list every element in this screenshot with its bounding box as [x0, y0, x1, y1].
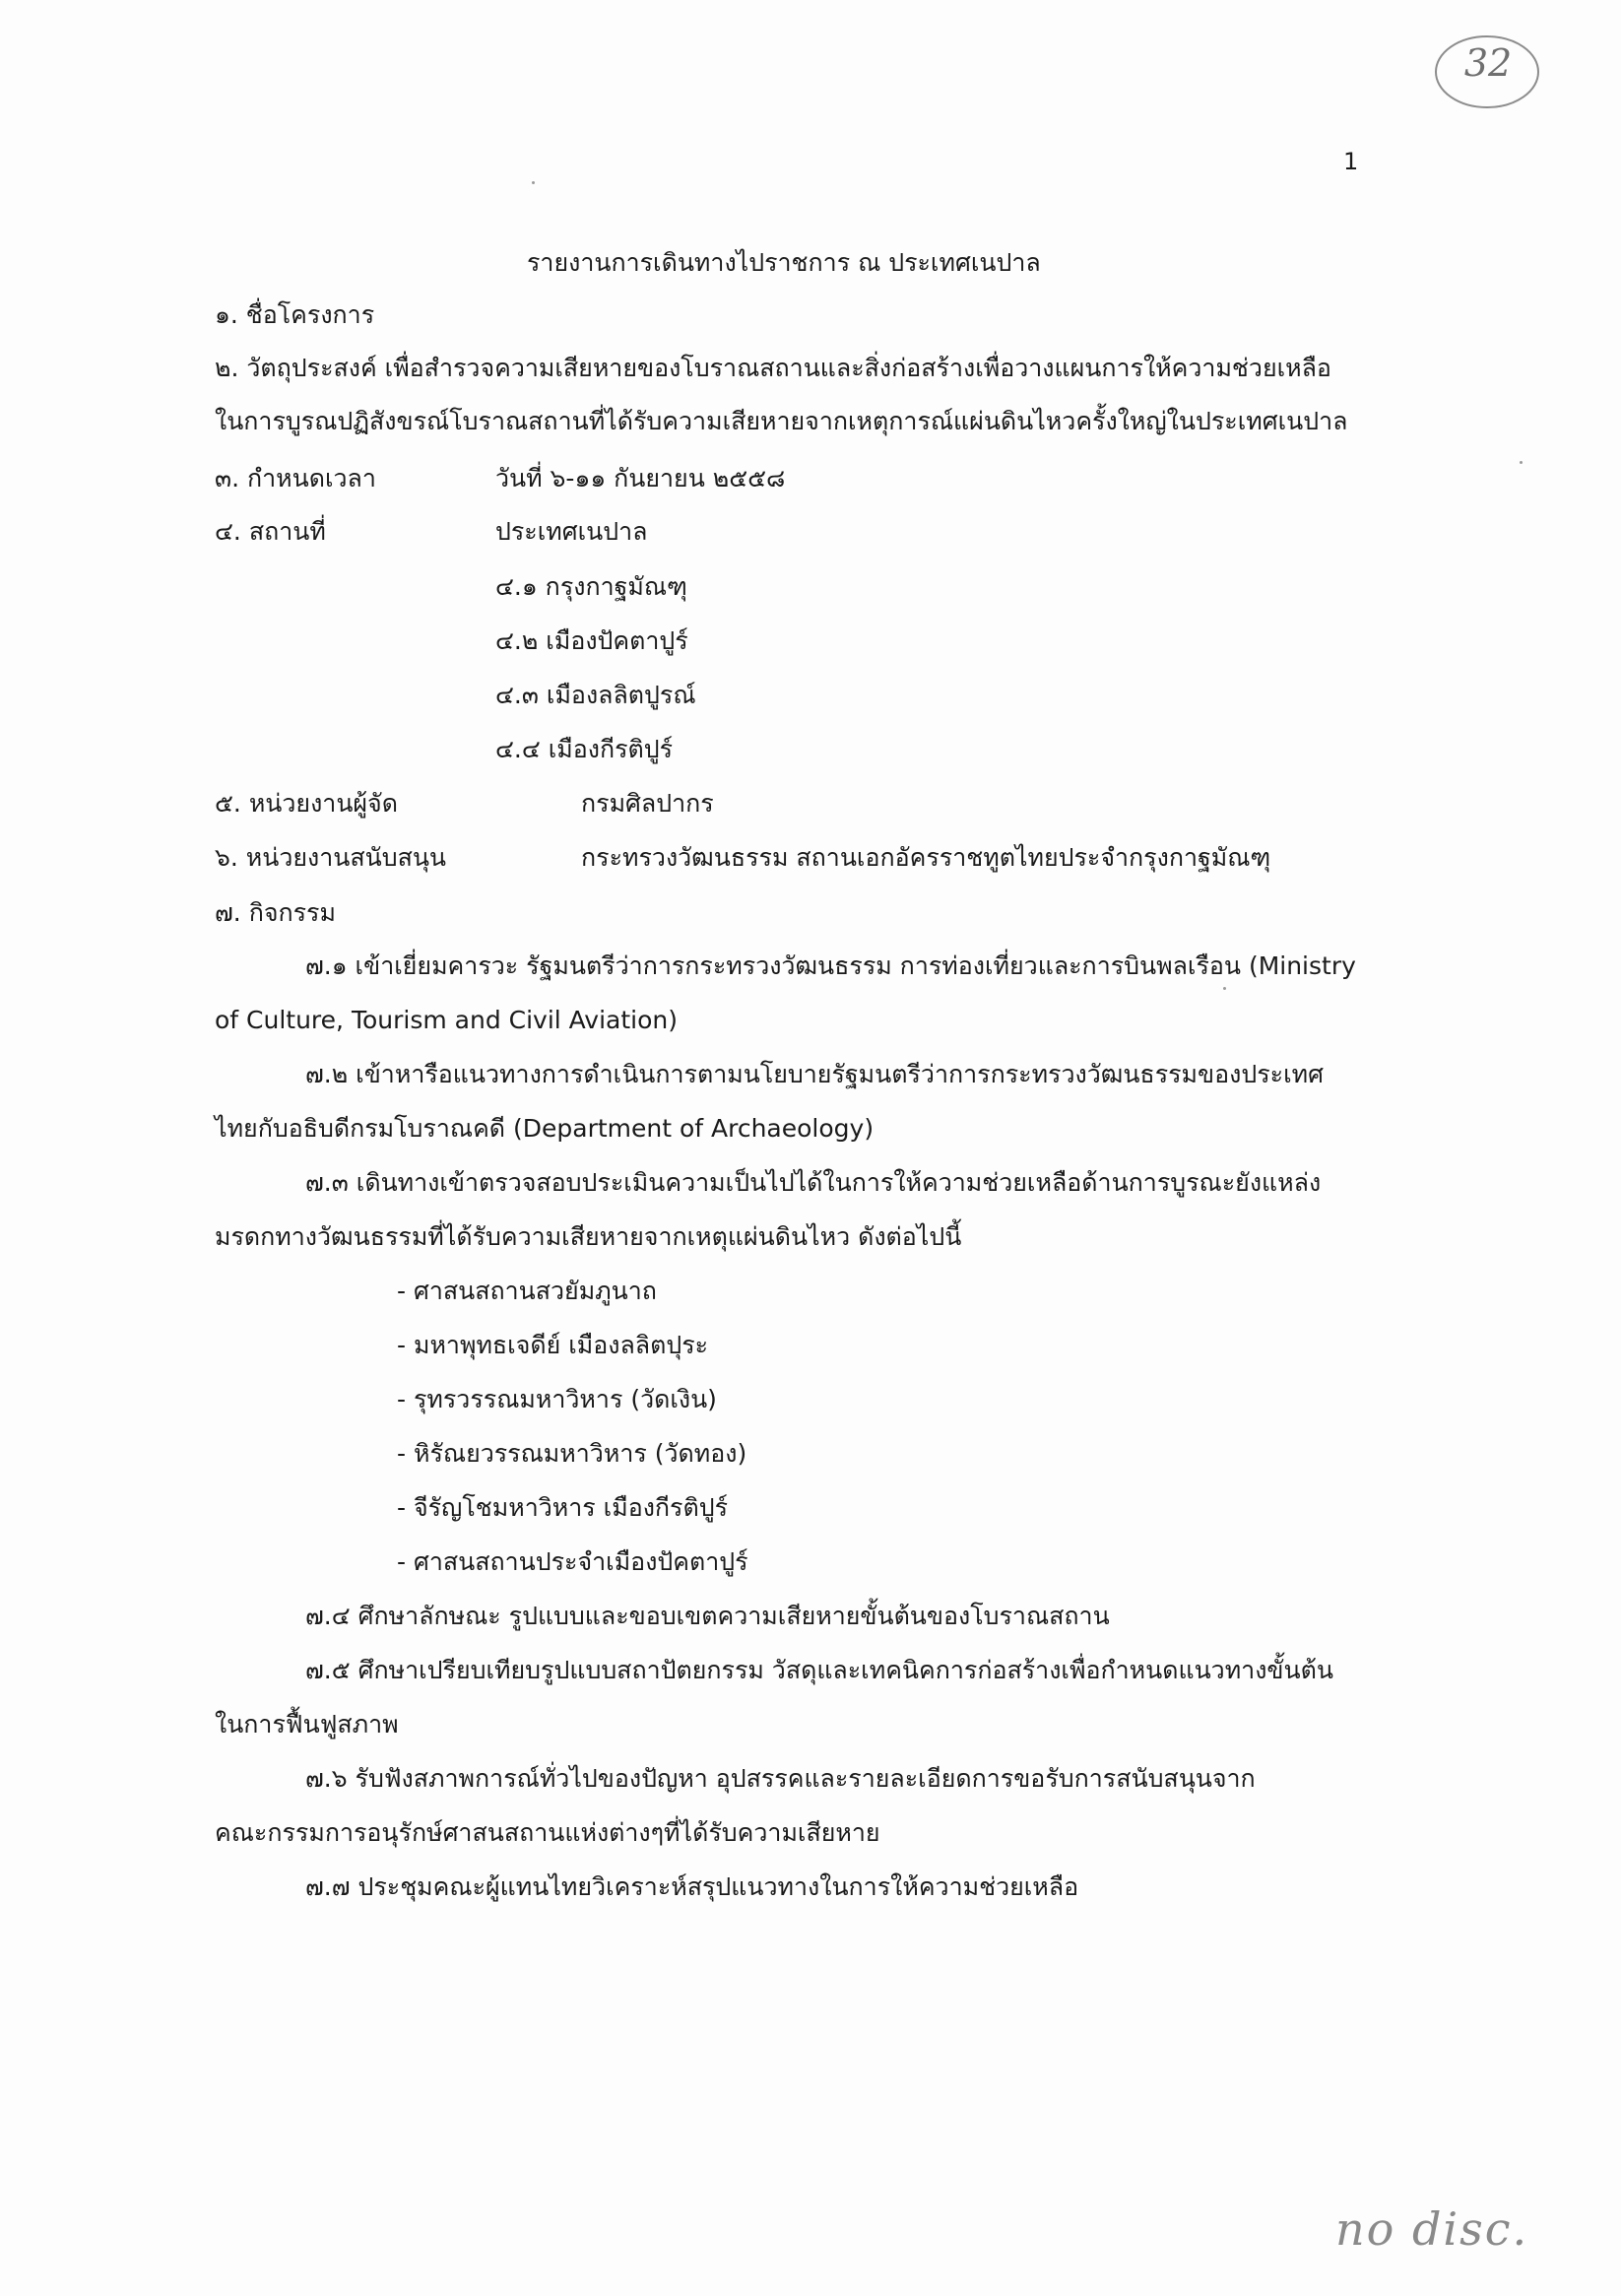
- heritage-site-item: - ศาสนสถานประจำเมืองปัคตาปูร์: [397, 1547, 748, 1576]
- section-2-objective-line-2: ในการบูรณปฏิสังขรณ์โบราณสถานที่ได้รับความเสียหายจากเหตุการณ์แผ่นดินไหวครั้งใหญ่ในประเทศเนปาล: [215, 407, 1348, 435]
- section-3-date: วันที่ ๖-๑๑ กันยายน ๒๕๕๘: [495, 464, 786, 492]
- activity-7-3-line-1: ๗.๓ เดินทางเข้าตรวจสอบประเมินความเป็นไปได้ในการให้ความช่วยเหลือด้านการบูรณะยังแหล่ง: [305, 1168, 1322, 1197]
- heritage-site-item: - รุทรวรรณมหาวิหาร (วัดเงิน): [397, 1385, 717, 1413]
- section-1-project-name: ๑. ชื่อโครงการ: [215, 300, 375, 329]
- scan-speck: [1223, 987, 1226, 990]
- activity-7-5-line-1: ๗.๕ ศึกษาเปรียบเทียบรูปแบบสถาปัตยกรรม วัสดุและเทคนิคการก่อสร้างเพื่อกำหนดแนวทางขั้นต้น: [305, 1656, 1333, 1684]
- section-4-country: ประเทศเนปาล: [495, 517, 648, 546]
- section-2-objective-line-1: ๒. วัตถุประสงค์ เพื่อสำรวจความเสียหายของโบราณสถานและสิ่งก่อสร้างเพื่อวางแผนการให้ความช่วยเหลือ: [215, 354, 1331, 382]
- scan-speck: [1520, 461, 1523, 464]
- activity-7-6-line-1: ๗.๖ รับฟังสภาพการณ์ทั่วไปของปัญหา อุปสรรคและรายละเอียดการขอรับการสนับสนุนจาก: [305, 1764, 1256, 1793]
- section-6-label: ๖. หน่วยงานสนับสนุน: [215, 843, 447, 872]
- location-item: ๔.๓ เมืองลลิตปูรณ์: [495, 681, 696, 709]
- heritage-site-item: - ศาสนสถานสวยัมภูนาถ: [397, 1277, 657, 1305]
- page-number: 1: [1343, 148, 1359, 175]
- activity-7-6-line-2: คณะกรรมการอนุรักษ์ศาสนสถานแห่งต่างๆที่ได้รับความเสียหาย: [215, 1818, 880, 1847]
- scan-speck: [532, 181, 535, 184]
- heritage-site-item: - จีรัญโชมหาวิหาร เมืองกีรติปูร์: [397, 1493, 729, 1522]
- activity-7-2-line-1: ๗.๒ เข้าหารือแนวทางการดำเนินการตามนโยบายรัฐมนตรีว่าการกระทรวงวัฒนธรรมของประเทศ: [305, 1060, 1324, 1088]
- stamp-number: 32: [1463, 41, 1513, 85]
- activity-7-1-line-1: ๗.๑ เข้าเยี่ยมคารวะ รัฐมนตรีว่าการกระทรวงวัฒนธรรม การท่องเที่ยวและการบินพลเรือน (Ministry: [305, 951, 1356, 980]
- section-4-label: ๔. สถานที่: [215, 517, 326, 546]
- activity-7-1-line-2: of Culture, Tourism and Civil Aviation): [215, 1006, 679, 1034]
- section-7-label: ๗. กิจกรรม: [215, 898, 336, 927]
- heritage-site-item: - มหาพุทธเจดีย์ เมืองลลิตปุระ: [397, 1331, 709, 1359]
- activity-7-5-line-2: ในการฟื้นฟูสภาพ: [215, 1710, 399, 1738]
- section-5-organizer: กรมศิลปากร: [581, 789, 714, 818]
- section-5-label: ๕. หน่วยงานผู้จัด: [215, 789, 398, 818]
- location-item: ๔.๑ กรุงกาฐมัณฑุ: [495, 572, 687, 601]
- location-item: ๔.๒ เมืองปัคตาปูร์: [495, 626, 688, 655]
- handwritten-page-stamp: [1430, 28, 1546, 116]
- activity-7-4: ๗.๔ ศึกษาลักษณะ รูปแบบและขอบเขตความเสียหายขั้นต้นของโบราณสถาน: [305, 1602, 1110, 1630]
- document-title: รายงานการเดินทางไปราชการ ณ ประเทศเนปาล: [527, 248, 1041, 277]
- activity-7-2-line-2: ไทยกับอธิบดีกรมโบราณคดี (Department of Archaeology): [215, 1114, 875, 1143]
- section-3-label: ๓. กำหนดเวลา: [215, 464, 376, 492]
- heritage-site-item: - หิรัณยวรรณมหาวิหาร (วัดทอง): [397, 1439, 747, 1468]
- location-item: ๔.๔ เมืองกีรติปูร์: [495, 735, 674, 763]
- activity-7-3-line-2: มรดกทางวัฒนธรรมที่ได้รับความเสียหายจากเหตุแผ่นดินไหว ดังต่อไปนี้: [215, 1222, 962, 1251]
- activity-7-7: ๗.๗ ประชุมคณะผู้แทนไทยวิเคราะห์สรุปแนวทางในการให้ความช่วยเหลือ: [305, 1872, 1079, 1901]
- section-6-supporters: กระทรวงวัฒนธรรม สถานเอกอัครราชทูตไทยประจำกรุงกาฐมัณฑุ: [581, 843, 1271, 872]
- handwritten-note: no disc.: [1335, 2202, 1529, 2256]
